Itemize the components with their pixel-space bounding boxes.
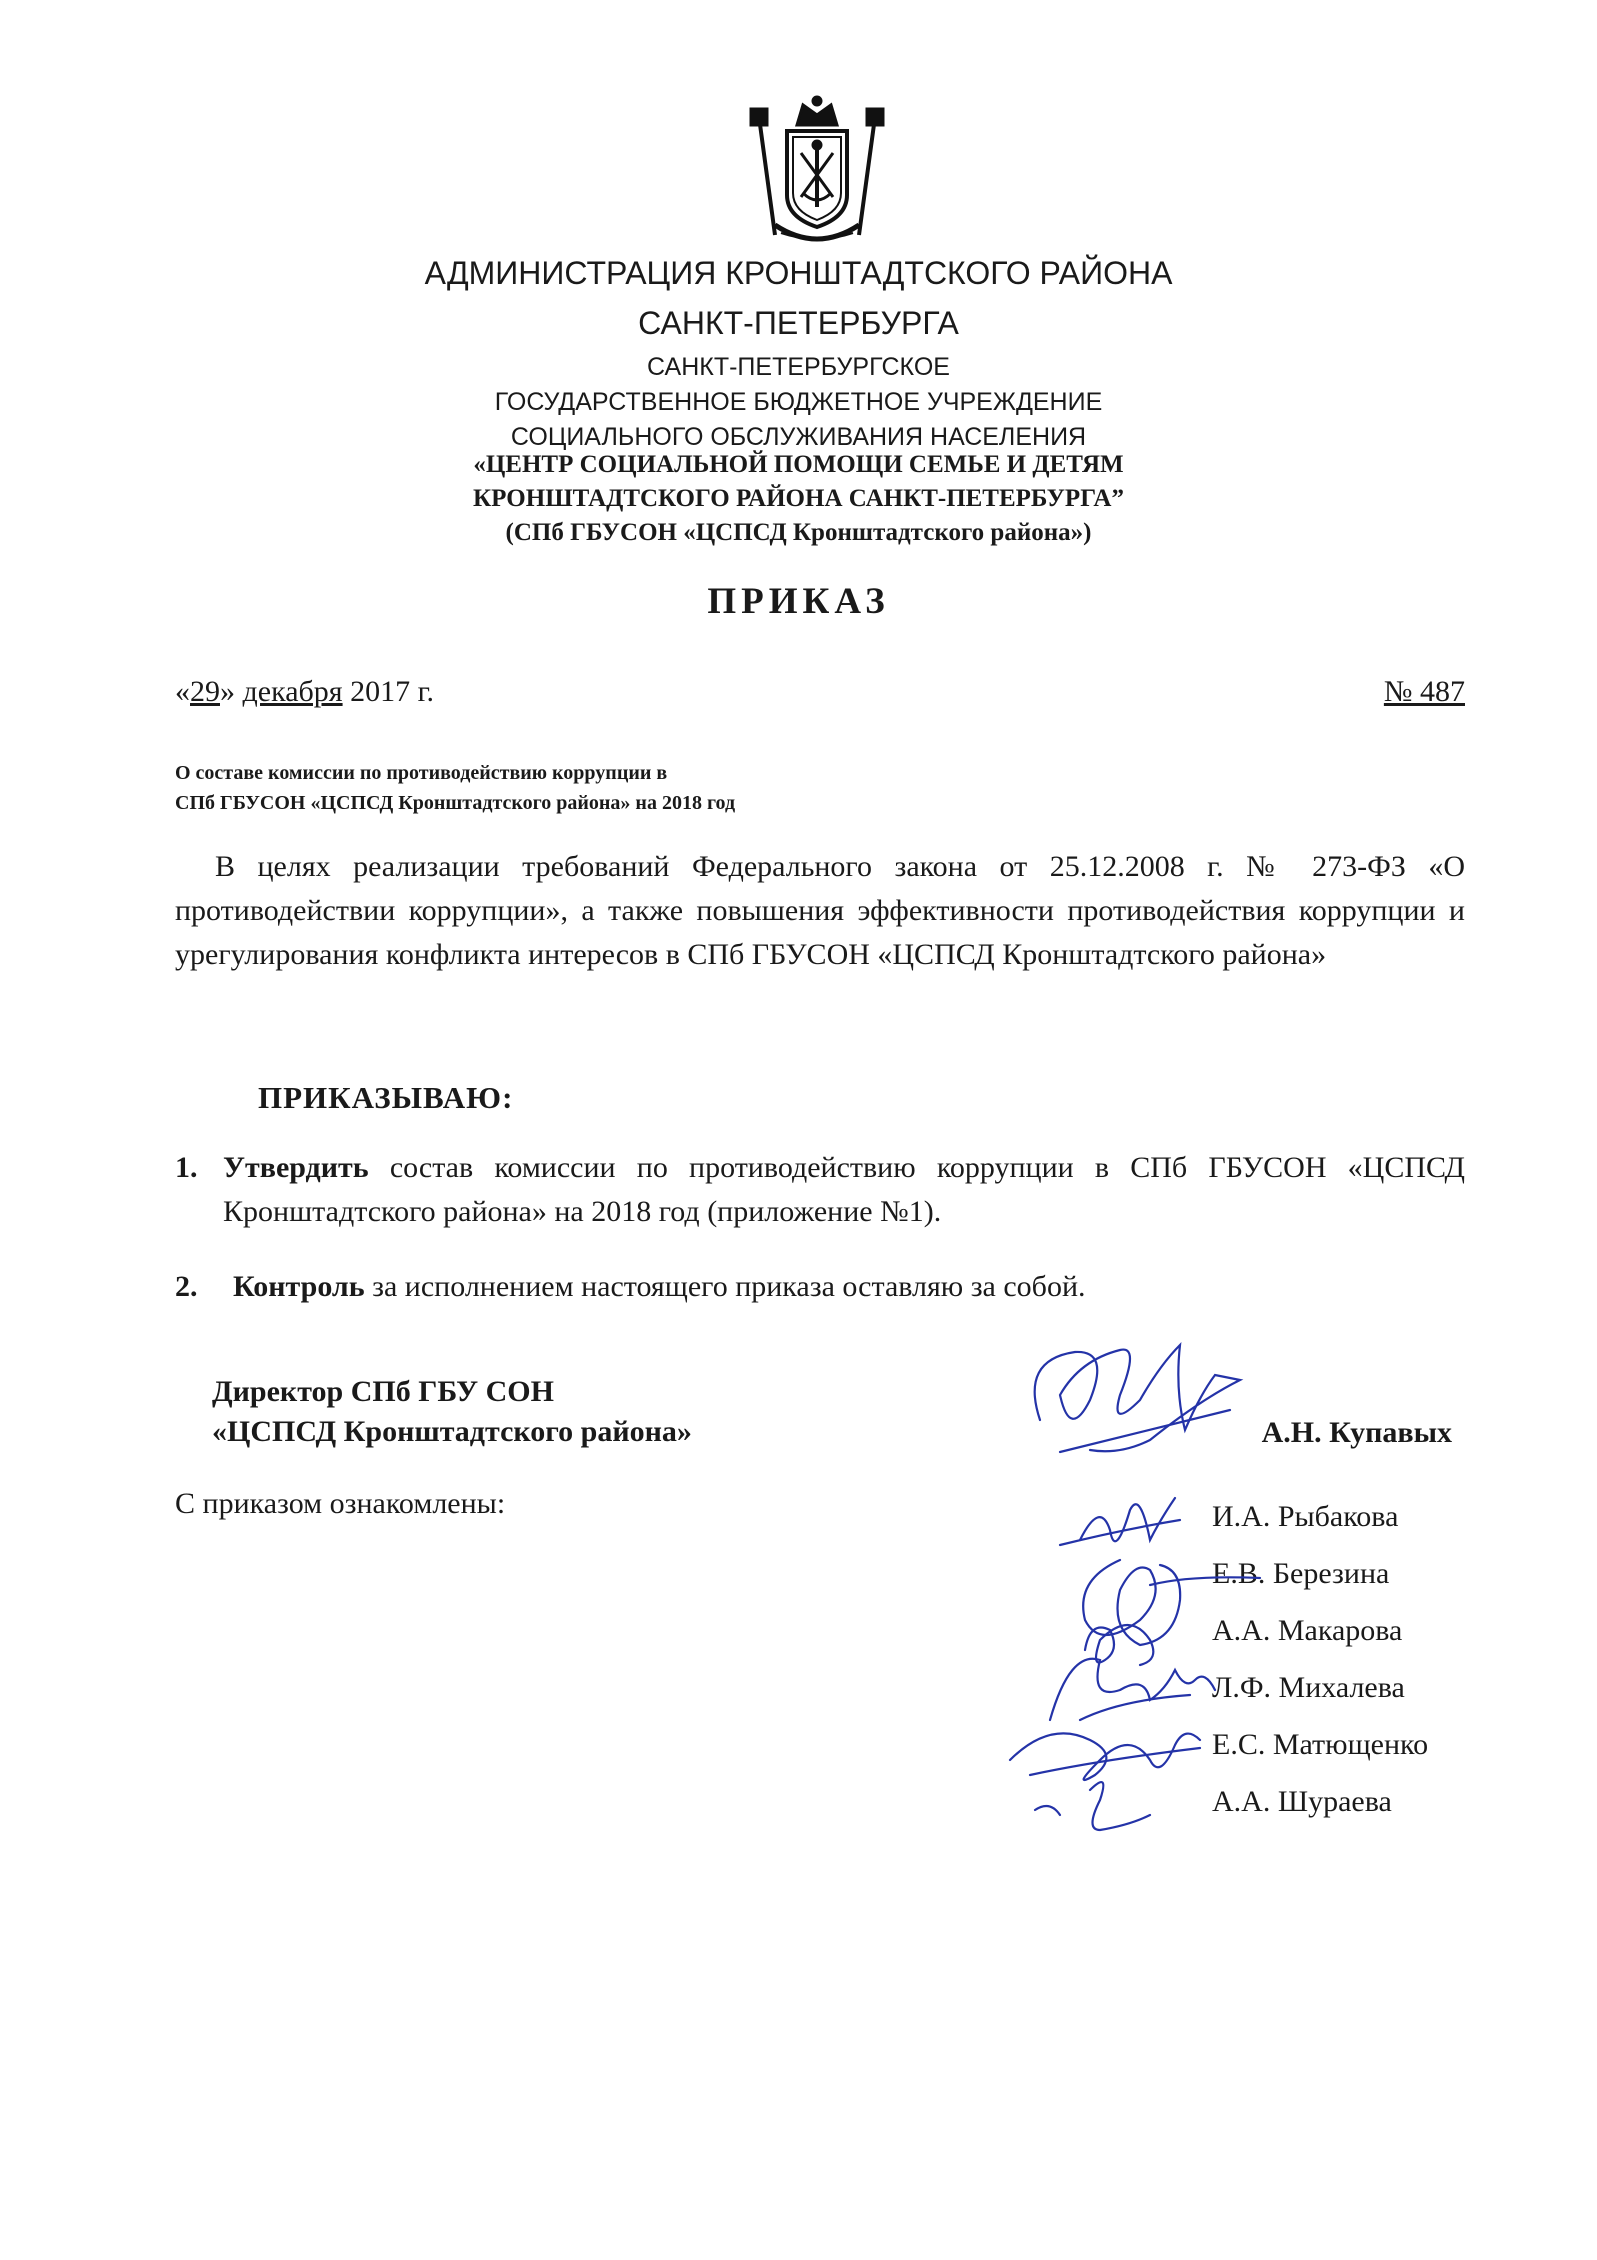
item-body: состав комиссии по противодействию коррупции в СПб ГБУСОН «ЦСПСД Кронштадтского района» на 2018 год (приложение №1). <box>223 1151 1465 1228</box>
date-open-quote: « <box>175 675 190 708</box>
acquainted-name: Л.Ф. Михалева <box>1212 1671 1405 1704</box>
acquainted-name: А.А. Макарова <box>1212 1614 1403 1647</box>
acquainted-name: Е.В. Березина <box>1212 1557 1390 1590</box>
item-number: 2. <box>175 1270 198 1303</box>
organization-name <box>0 448 1597 550</box>
director-title <box>212 1372 692 1452</box>
acquainted-list <box>1212 1488 1428 1830</box>
acquainted-label: С приказом ознакомлены: <box>175 1487 506 1520</box>
acquainted-name: Е.С. Матющенко <box>1212 1728 1429 1761</box>
item-number: 1. <box>175 1151 198 1184</box>
preamble-paragraph: В целях реализации требований Федерального закона от 25.12.2008 г. № 273-ФЗ «О противодействии коррупции», а также повышения эффективности противодействия коррупции и урегулирования конфликта интересов в СПб ГБУСОН «ЦСПСД Кронштадтского района» <box>175 850 1465 971</box>
order-subject <box>175 758 935 818</box>
org-line-6: (СПб ГБУСОН «ЦСПСД Кронштадтского района») <box>505 519 1092 546</box>
acquainted-name: А.А. Шураева <box>1212 1785 1392 1818</box>
org-line-4: «ЦЕНТР СОЦИАЛЬНОЙ ПОМОЩИ СЕМЬЕ И ДЕТЯМ <box>473 451 1124 478</box>
acquainted-signature <box>1080 1498 1175 1541</box>
order-number: № 487 <box>1383 675 1465 708</box>
order-item-1 <box>175 1146 1465 1234</box>
item-body: за исполнением настоящего приказа оставляю за собой. <box>364 1270 1086 1303</box>
admin-line-1: АДМИНИСТРАЦИЯ КРОНШТАДТСКОГО РАЙОНА <box>424 255 1173 291</box>
director-name: А.Н. Купавых <box>1261 1416 1452 1449</box>
item-text <box>233 1265 1465 1309</box>
org-line-2: ГОСУДАРСТВЕННОЕ БЮДЖЕТНОЕ УЧРЕЖДЕНИЕ <box>494 388 1103 416</box>
org-line-1: САНКТ-ПЕТЕРБУРГСКОЕ <box>647 353 950 381</box>
acquainted-signature <box>1083 1560 1180 1645</box>
item-text <box>223 1146 1465 1234</box>
director-title-line-2: «ЦСПСД Кронштадтского района» <box>212 1415 692 1448</box>
order-date <box>175 675 434 709</box>
order-item-2 <box>175 1265 1465 1309</box>
subject-line-1: О составе комиссии по противодействию коррупции в <box>175 762 668 784</box>
acquainted-signature <box>1085 1625 1153 1665</box>
order-heading: ПРИКАЗЫВАЮ: <box>258 1080 514 1115</box>
item-keyword: Контроль <box>233 1270 365 1303</box>
admin-line-2: САНКТ-ПЕТЕРБУРГА <box>638 305 959 341</box>
org-line-5: КРОНШТАДТСКОГО РАЙОНА САНКТ-ПЕТЕРБУРГА” <box>473 485 1124 512</box>
acquainted-signature <box>1010 1733 1200 1780</box>
org-line-3: СОЦИАЛЬНОГО ОБСЛУЖИВАНИЯ НАСЕЛЕНИЯ <box>510 423 1087 451</box>
organization-header <box>0 350 1597 455</box>
acquainted-name: И.А. Рыбакова <box>1212 1500 1399 1533</box>
item-keyword: Утвердить <box>223 1151 369 1184</box>
director-signature <box>1035 1345 1240 1451</box>
st-petersburg-coat-of-arms-icon <box>745 95 890 245</box>
acquainted-signature <box>1090 1782 1150 1830</box>
date-close-quote: » <box>220 675 235 708</box>
document-title: ПРИКАЗ <box>707 581 890 622</box>
director-title-line-1: Директор СПб ГБУ СОН <box>212 1375 554 1408</box>
date-year: 2017 г. <box>350 675 434 708</box>
subject-line-2: СПб ГБУСОН «ЦСПСД Кронштадтского района» на 2018 год <box>175 792 736 814</box>
date-month: декабря <box>242 675 343 708</box>
administration-header <box>0 248 1597 348</box>
acquainted-signature <box>1050 1659 1215 1720</box>
date-day: 29 <box>190 675 220 708</box>
